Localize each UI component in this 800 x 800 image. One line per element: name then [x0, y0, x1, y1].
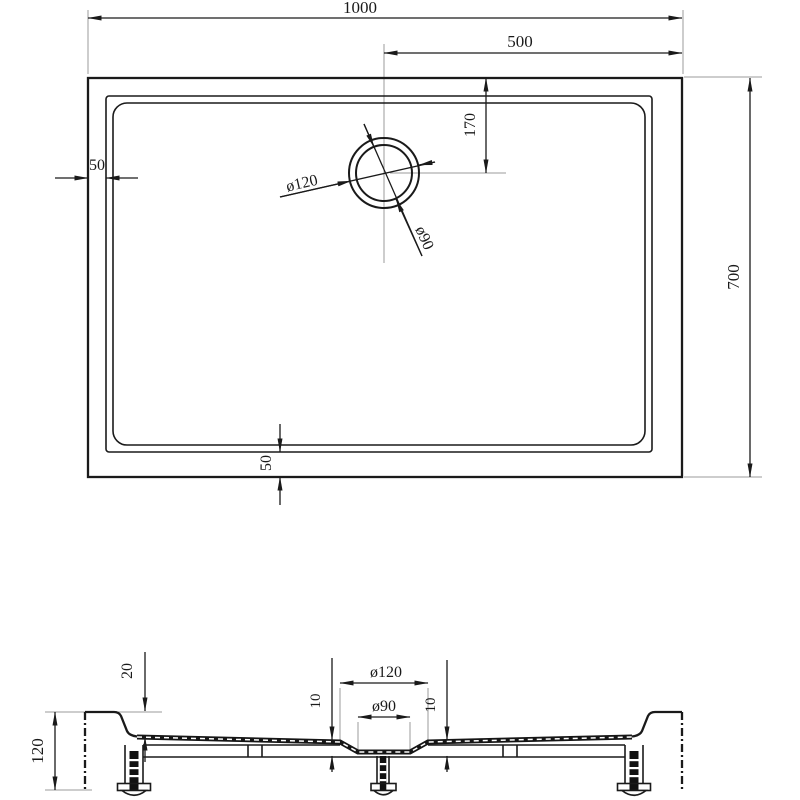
dim-label-section-drain-inner: ø90	[372, 698, 396, 715]
section-view	[28, 652, 682, 795]
dim-rim-bottom-50	[258, 424, 280, 505]
dim-label-rim-left: 50	[89, 157, 105, 174]
dim-label-width: 1000	[343, 0, 377, 17]
dim-label-rim-bottom: 50	[258, 455, 275, 471]
dim-section-drain-outer	[340, 664, 428, 683]
dim-recess-right-10	[423, 660, 447, 772]
dim-width-1000	[88, 0, 682, 18]
dim-drain-offset-170	[462, 78, 486, 173]
dim-section-drain-inner	[358, 698, 410, 717]
dim-rim-drop-20	[119, 652, 145, 762]
leg-center	[371, 756, 396, 795]
dim-half-width-500	[384, 32, 682, 53]
dim-height-700	[724, 78, 750, 477]
dim-label-rim-drop: 20	[119, 663, 136, 679]
top-view	[55, 0, 762, 505]
dim-drain-inner	[364, 124, 437, 256]
dim-label-recess-right: 10	[423, 697, 439, 713]
dim-recess-left-10	[308, 658, 332, 772]
dim-label-height: 700	[724, 264, 743, 290]
dim-total-height-120	[28, 712, 55, 790]
dim-label-drain-inner: ø90	[411, 223, 437, 253]
leg-right	[618, 745, 651, 795]
dim-label-section-drain-outer: ø120	[370, 664, 402, 681]
dim-rim-left-50	[55, 157, 138, 178]
dim-label-half-width: 500	[507, 32, 533, 51]
dim-label-recess-left: 10	[308, 693, 324, 709]
dim-label-drain-offset: 170	[462, 113, 479, 137]
dim-label-total-height: 120	[28, 738, 47, 764]
dim-label-drain-outer: ø120	[284, 171, 320, 196]
